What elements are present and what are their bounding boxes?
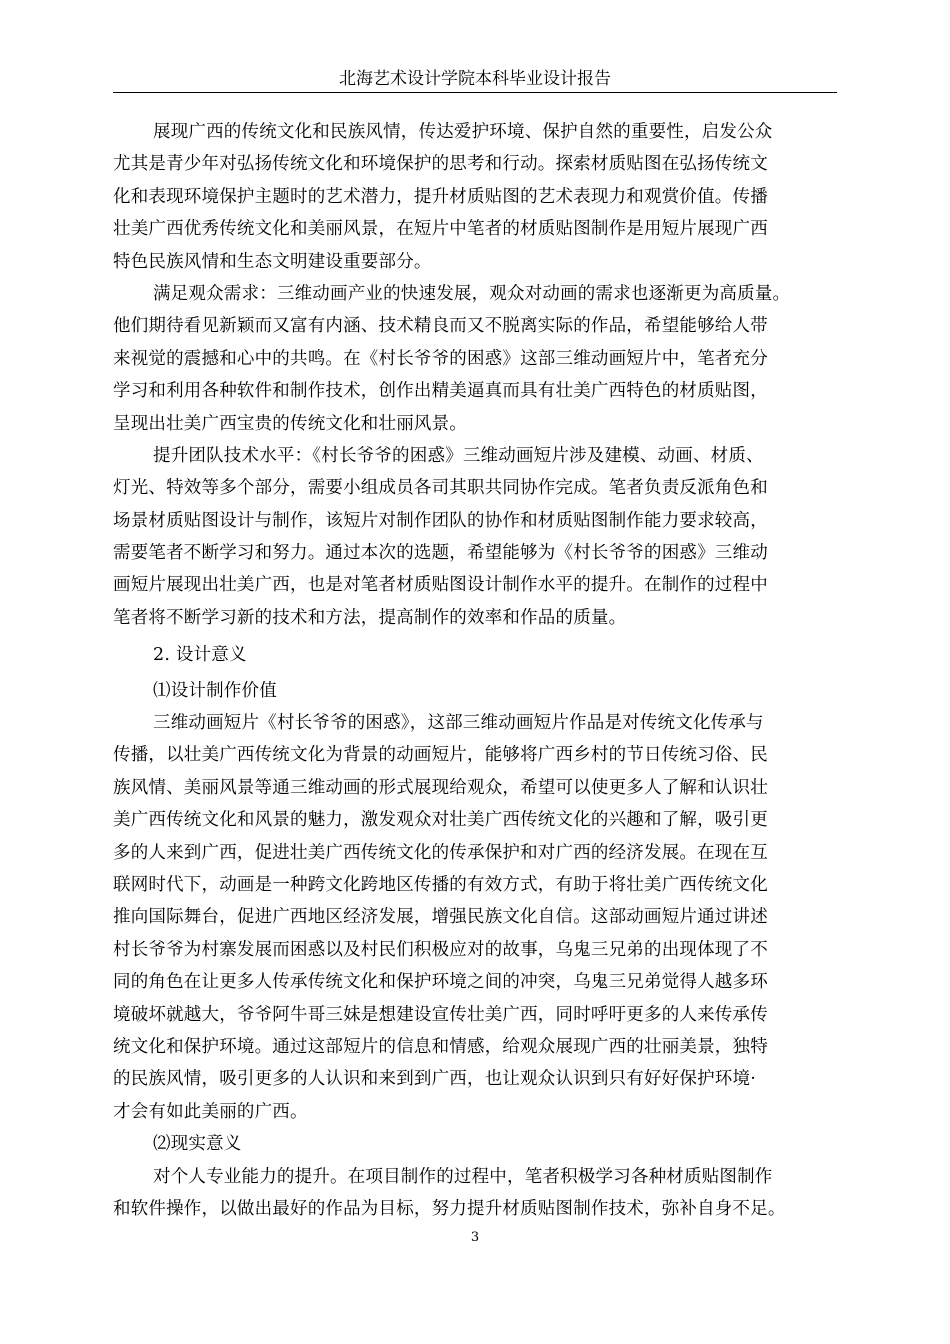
- text-line: 学习和利用各种软件和制作技术，创作出精美逼真而具有壮美广西特色的材质贴图，: [113, 381, 768, 402]
- text-line: 推向国际舞台，促进广西地区经济发展，增强民族文化自信。这部动画短片通过讲述: [113, 907, 768, 928]
- paragraph: [113, 707, 841, 1128]
- text-line: 美广西传统文化和风景的魅力，激发观众对壮美广西传统文化的兴趣和了解，吸引更: [113, 810, 768, 831]
- page-footer: [0, 1229, 950, 1247]
- text-line: 提升团队技术水平：《村长爷爷的困惑》三维动画短片涉及建模、动画、材质、: [153, 445, 764, 466]
- text-line: 统文化和保护环境。通过这部短片的信息和情感，给观众展现广西的壮丽美景，独特: [113, 1036, 768, 1057]
- text-line: 展现广西的传统文化和民族风情，传达爱护环境、保护自然的重要性，启发公众: [153, 122, 773, 142]
- text-line: 场景材质贴图设计与制作，该短片对制作团队的协作和材质贴图制作能力要求较高，: [113, 510, 768, 531]
- text-line: 才会有如此美丽的广西。: [113, 1101, 308, 1122]
- text-line: 的民族风情，吸引更多的人认识和来到到广西，也让观众认识到只有好好保护环境·: [113, 1069, 756, 1090]
- paragraph: [113, 278, 841, 440]
- text-line: 他们期待看见新颖而又富有内涵、技术精良而又不脱离实际的作品，希望能够给人带: [113, 316, 768, 337]
- text-line: 联网时代下，动画是一种跨文化跨地区传播的有效方式，有助于将壮美广西传统文化: [113, 874, 768, 895]
- text-line: 笔者将不断学习新的技术和方法，提高制作的效率和作品的质量。: [113, 607, 627, 628]
- text-line: 灯光、特效等多个部分，需要小组成员各司其职共同协作完成。笔者负责反派角色和: [113, 478, 768, 499]
- subsection-heading-practical-meaning: ⑵现实意义: [153, 1134, 242, 1155]
- page-header: [113, 66, 837, 93]
- text-line: 三维动画短片《村长爷爷的困惑》，这部三维动画短片作品是对传统文化传承与: [153, 713, 764, 734]
- text-line: 族风情、美丽风景等通三维动画的形式展现给观众，希望可以使更多人了解和认识壮: [113, 777, 768, 798]
- text-line: 和软件操作，以做出最好的作品为目标，努力提升材质贴图制作技术，弥补自身不足。: [113, 1198, 786, 1219]
- subsection-heading-design-value: ⑴设计制作价值: [153, 680, 277, 701]
- text-line: 画短片展现出壮美广西，也是对笔者材质贴图设计制作水平的提升。在制作的过程中: [113, 575, 768, 596]
- text-line: 对个人专业能力的提升。在项目制作的过程中，笔者积极学习各种材质贴图制作: [153, 1166, 773, 1187]
- header-title: 北海艺术设计学院本科毕业设计报告: [339, 69, 611, 89]
- text-line: 传播，以壮美广西传统文化为背景的动画短片，能够将广西乡村的节日传统习俗、民: [113, 745, 768, 766]
- text-line: 来视觉的震撼和心中的共鸣。在《村长爷爷的困惑》这部三维动画短片中，笔者充分: [113, 348, 768, 369]
- section-heading: 2. 设计意义: [153, 645, 247, 666]
- text-line: 化和表现环境保护主题时的艺术潜力，提升材质贴图的艺术表现力和观赏价值。传播: [113, 186, 768, 207]
- text-line: 需要笔者不断学习和努力。通过本次的选题，希望能够为《村长爷爷的困惑》三维动: [113, 543, 768, 564]
- paragraph: [113, 1161, 841, 1226]
- text-line: 村长爷爷为村寨发展而困惑以及村民们积极应对的故事，乌鬼三兄弟的出现体现了不: [113, 939, 768, 960]
- text-line: 同的角色在让更多人传承传统文化和保护环境之间的冲突，乌鬼三兄弟觉得人越多环: [113, 972, 768, 993]
- text-line: 呈现出壮美广西宝贵的传统文化和壮丽风景。: [113, 413, 467, 434]
- text-line: 满足观众需求：三维动画产业的快速发展，观众对动画的需求也逐渐更为高质量。: [153, 283, 791, 304]
- text-line: 壮美广西优秀传统文化和美丽风景，在短片中笔者的材质贴图制作是用短片展现广西: [113, 219, 768, 240]
- paragraph: [113, 440, 841, 634]
- text-line: 特色民族风情和生态文明建设重要部分。: [113, 251, 432, 272]
- page-number: 3: [470, 1230, 480, 1245]
- paragraph: [113, 116, 841, 278]
- text-line: 多的人来到广西，促进壮美广西传统文化的传承保护和对广西的经济发展。在现在互: [113, 842, 768, 863]
- text-line: 尤其是青少年对弘扬传统文化和环境保护的思考和行动。探索材质贴图在弘扬传统文: [113, 154, 768, 175]
- text-line: 境破坏就越大，爷爷阿牛哥三妹是想建设宣传壮美广西，同时呼吁更多的人来传承传: [113, 1004, 768, 1025]
- document-body: [113, 116, 841, 1225]
